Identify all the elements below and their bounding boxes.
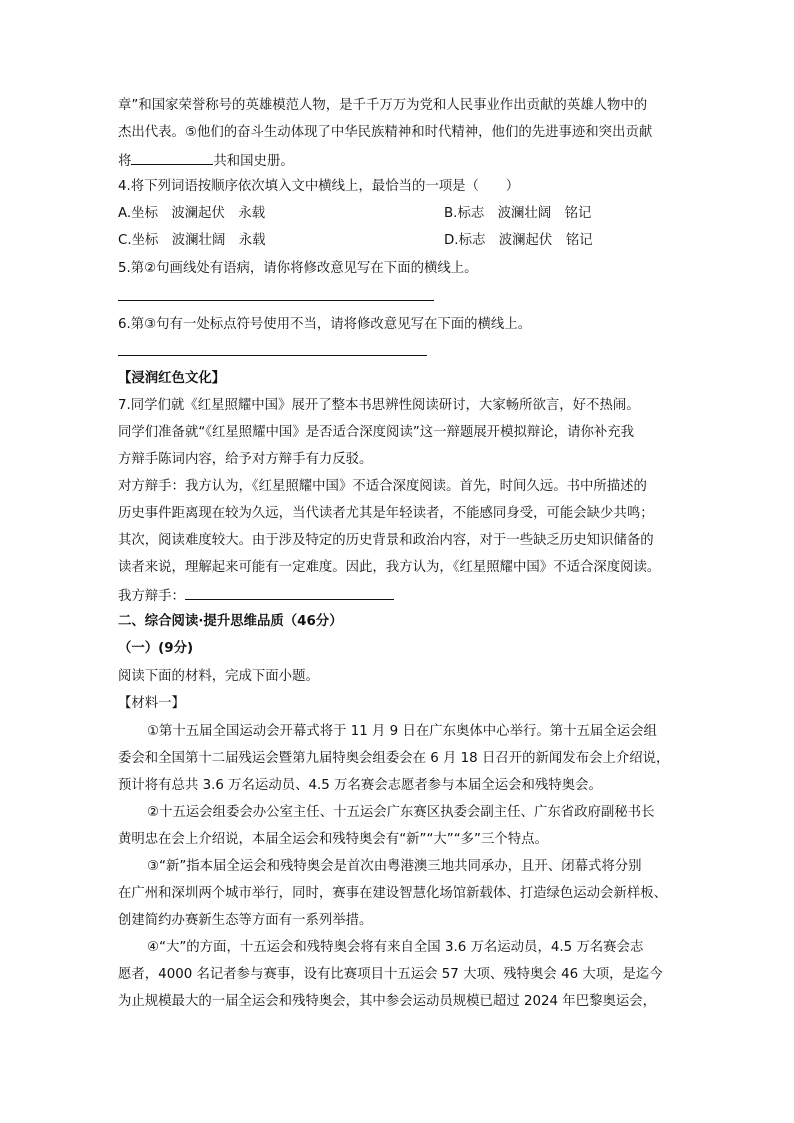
- question-7-line-4: 对方辩手：我方认为，《红星照耀中国》不适合深度阅读。首先，时间久远。书中所描述的: [118, 479, 647, 494]
- question-7-answer-blank[interactable]: [185, 585, 394, 600]
- question-4-stem: 4.将下列词语按顺序依次填入文中横线上，最恰当的一项是（ ）: [118, 179, 520, 194]
- question-4-option-d[interactable]: D.标志 波澜起伏 铭记: [444, 233, 593, 248]
- question-6-answer-line[interactable]: [118, 355, 427, 356]
- question-6-stem: 6.第③句有一处标点符号使用不当，请将修改意见写在下面的横线上。: [118, 317, 532, 332]
- material-p4-line-3: 为止规模最大的一届全运会和残特奥会，其中参会运动员规模已超过 2024 年巴黎奥运会，: [118, 994, 657, 1009]
- material-p3-line-3: 创建简约办赛新生态等方面有一系列举措。: [118, 913, 373, 928]
- intro-line-2: 杰出代表。⑤他们的奋斗生动体现了中华民族精神和时代精神，他们的先进事迹和突出贡献: [118, 125, 653, 140]
- material-1-title: 【材料一】: [118, 696, 185, 711]
- material-p2-line-1: ②十五运会组委会办公室主任、十五运会广东赛区执委会副主任、广东省政府副秘书长: [147, 805, 655, 820]
- material-p1-line-1: ①第十五届全国运动会开幕式将于 11 月 9 日在广东奥体中心举行。第十五届全运会组: [147, 724, 657, 739]
- material-p4-line-2: 愿者，4000 名记者参与赛事，设有比赛项目十五运会 57 大项、残特奥会 46 大项，是迄今: [118, 967, 663, 982]
- question-7-line-3: 方辩手陈词内容，给予对方辩手有力反驳。: [118, 452, 373, 467]
- question-7-our-debater-label: 我方辩手：: [118, 589, 185, 604]
- question-7-answer-label: [118, 585, 394, 607]
- question-5-answer-line[interactable]: [118, 300, 434, 301]
- material-p4-line-1: ④“大”的方面，十五运会和残特奥会将有来自全国 3.6 万名运动员，4.5 万名赛会志: [147, 940, 644, 955]
- material-p1-line-3: 预计将有总共 3.6 万名运动员、4.5 万名赛会志愿者参与本届全运会和残特奥会。: [118, 778, 602, 793]
- question-7-line-1: 7.同学们就《红星照耀中国》展开了整本书思辨性阅读研讨，大家畅所欲言，好不热闹。: [118, 398, 640, 413]
- question-4-option-c[interactable]: C.坐标 波澜壮阔 永载: [118, 233, 266, 248]
- question-4-option-b[interactable]: B.标志 波澜壮阔 铭记: [444, 206, 592, 221]
- question-4-option-a[interactable]: A.坐标 波澜起伏 永载: [118, 206, 266, 221]
- question-7-line-5: 历史事件距离现在较为久远，当代读者尤其是年轻读者，不能感同身受，可能会缺少共鸣；: [118, 506, 654, 521]
- part-2-subsection-1: （一）(9分): [118, 641, 194, 656]
- material-p3-line-1: ③“新”指本届全运会和残特奥会是首次由粤港澳三地共同承办，且开、闭幕式将分别: [147, 859, 642, 874]
- question-7-line-7: 读者来说，理解起来可能有一定难度。因此，我方认为，《红星照耀中国》不适合深度阅读。: [118, 560, 661, 575]
- intro-line-1: 章”和国家荣誉称号的英雄模范人物，是千千万万为党和人民事业作出贡献的英雄人物中的: [118, 98, 648, 113]
- question-7-line-2: 同学们准备就“《红星照耀中国》是否适合深度阅读”这一辩题展开模拟辩论，请你补充我: [118, 425, 635, 440]
- material-p3-line-2: 在广州和深圳两个城市举行，同时，赛事在建设智慧化场馆新载体、打造绿色运动会新样板、: [118, 886, 668, 901]
- reading-instruction: 阅读下面的材料，完成下面小题。: [118, 669, 319, 684]
- fill-blank[interactable]: [131, 150, 213, 165]
- material-p2-line-2: 黄明忠在会上介绍说，本届全运会和残特奥会有“新”“大”“多”三个特点。: [118, 832, 548, 847]
- section-red-culture-title: 【浸润红色文化】: [118, 371, 226, 386]
- part-2-title: 二、综合阅读·提升思维品质（46分）: [118, 614, 343, 629]
- intro-line-3: [118, 150, 294, 172]
- question-5-stem: 5.第②句画线处有语病，请你将修改意见写在下面的横线上。: [118, 261, 478, 276]
- intro-line-3-pre: 将: [118, 154, 132, 169]
- material-p1-line-2: 委会和全国第十二届残运会暨第九届特奥会组委会在 6 月 18 日召开的新闻发布会上介绍说，: [118, 751, 670, 766]
- question-7-line-6: 其次，阅读难度较大。由于涉及特定的历史背景和政治内容，对于一些缺乏历史知识储备的: [118, 533, 654, 548]
- intro-line-3-post: 共和国史册。: [213, 154, 294, 169]
